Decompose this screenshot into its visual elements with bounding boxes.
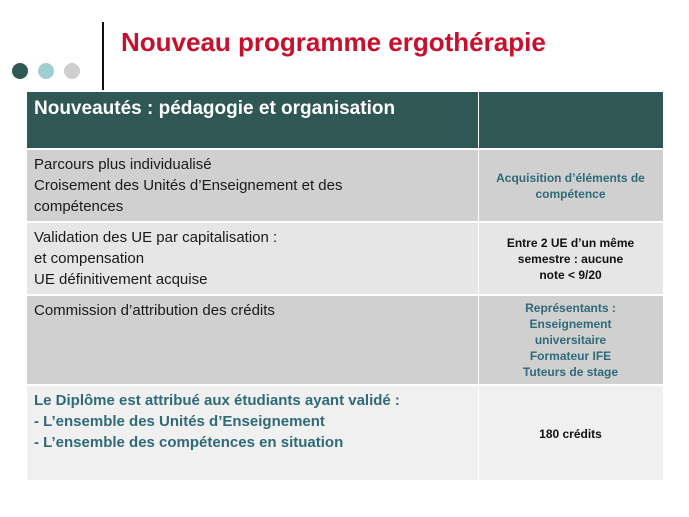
table-header-row bbox=[27, 92, 663, 149]
program-table-grid bbox=[27, 92, 664, 482]
row-2-line-2: et compensation bbox=[34, 250, 145, 267]
table-header-label: Nouveautés : pédagogie et organisation bbox=[34, 98, 396, 119]
table-row bbox=[27, 149, 663, 222]
row-4-note bbox=[478, 385, 663, 481]
row-1-note-line-2: compétence bbox=[535, 186, 606, 201]
row-3-note-line-5: Tuteurs de stage bbox=[522, 365, 619, 379]
dot-teal-icon bbox=[38, 63, 54, 79]
row-3-note bbox=[478, 295, 663, 385]
row-1-note-line-1: Acquisition d’éléments de bbox=[496, 170, 645, 185]
row-4-line-1: Le Diplôme est attribué aux étudiants ayant validé : bbox=[34, 392, 400, 409]
row-4-line-2: - L’ensemble des Unités d’Enseignement bbox=[34, 413, 325, 430]
table-header-right bbox=[478, 92, 663, 149]
table-row bbox=[27, 385, 663, 481]
row-2-note-line-2: semestre : aucune bbox=[517, 251, 624, 266]
row-1-line-2: Croisement des Unités d’Enseignement et des bbox=[34, 177, 343, 194]
row-2-description bbox=[27, 222, 478, 295]
row-4-line-3: - L’ensemble des compétences en situation bbox=[34, 434, 344, 451]
row-1-description bbox=[27, 149, 478, 222]
row-3-description bbox=[27, 295, 478, 385]
row-3-note-line-1: Représentants : bbox=[525, 301, 616, 315]
row-4-note-line-1: 180 crédits bbox=[539, 427, 602, 441]
table-row bbox=[27, 295, 663, 385]
row-2-line-1: Validation des UE par capitalisation : bbox=[34, 229, 278, 246]
row-4-description bbox=[27, 385, 478, 481]
row-2-line-3: UE définitivement acquise bbox=[34, 271, 208, 288]
row-1-note bbox=[478, 149, 663, 222]
dot-grey-icon bbox=[64, 63, 80, 79]
row-3-note-line-4: Formateur IFE bbox=[529, 349, 612, 363]
row-2-note-line-1: Entre 2 UE d’un même bbox=[506, 235, 635, 250]
row-3-note-line-3: universitaire bbox=[534, 333, 607, 347]
page-title: Nouveau programme ergothérapie bbox=[121, 27, 546, 57]
row-2-note bbox=[478, 222, 663, 295]
row-3-line-1: Commission d’attribution des crédits bbox=[34, 302, 275, 319]
decorative-dots bbox=[12, 63, 80, 79]
row-1-line-1: Parcours plus individualisé bbox=[34, 156, 212, 173]
row-3-note-line-2: Enseignement bbox=[529, 317, 612, 331]
row-2-note-line-3: note < 9/20 bbox=[539, 267, 602, 282]
dot-dark-icon bbox=[12, 63, 28, 79]
row-1-line-3: compétences bbox=[34, 198, 124, 215]
table-row bbox=[27, 222, 663, 295]
title-divider bbox=[102, 22, 104, 90]
table-header-left bbox=[27, 92, 478, 149]
program-table bbox=[27, 92, 663, 482]
